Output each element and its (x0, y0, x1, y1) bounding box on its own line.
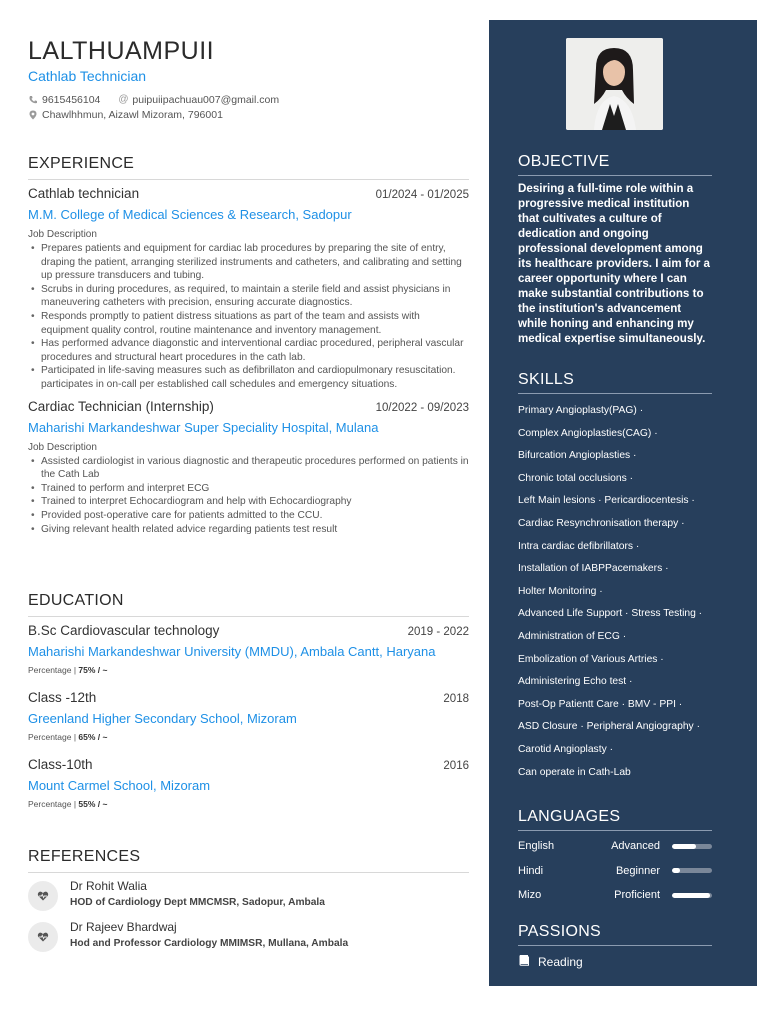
section-title-passions: PASSIONS (518, 923, 712, 946)
percentage-value: 75% / ~ (78, 665, 108, 675)
education-institution: Mount Carmel School, Mizoram (28, 778, 211, 793)
skills-section (518, 371, 712, 784)
bullet-item: • Scrubs in during procedures, as required, to maintain a sterile field and assist physicians in maneuvering catheters with precision, ensuring accurate diagnostics. (28, 283, 469, 310)
skill-item: Post-Op Patientt Care · BMV - PPI · (518, 698, 683, 710)
section-title-skills: SKILLS (518, 371, 712, 394)
sidebar (489, 20, 757, 986)
reference-name: Dr Rajeev Bhardwaj (70, 920, 177, 934)
bullet-item: • Giving relevant health related advice regarding patients test result (28, 523, 469, 537)
education-title: Class -12th (28, 690, 97, 705)
passions-section (518, 923, 712, 969)
email-address[interactable]: puipuiipachuau007@gmail.com (132, 94, 280, 106)
languages-section (518, 808, 712, 908)
language-level-fill (672, 844, 696, 849)
job-description-label: Job Description (28, 441, 97, 453)
education-meta: Percentage | 75% / ~ (28, 665, 108, 675)
language-level: Beginner (615, 864, 660, 877)
candidate-name: LALTHUAMPUII (28, 37, 215, 65)
language-level-bar (672, 868, 712, 873)
address: Chawlhhmun, Aizawl Mizoram, 796001 (42, 109, 223, 121)
reference-name: Dr Rohit Walia (70, 879, 147, 893)
percentage-value: 65% / ~ (78, 732, 108, 742)
language-level-bar (672, 893, 712, 898)
education-meta: Percentage | 65% / ~ (28, 732, 108, 742)
passion-item (518, 954, 712, 969)
skill-item: Advanced Life Support · Stress Testing · (518, 608, 703, 620)
skill-item: Chronic total occlusions · (518, 472, 634, 484)
reference-item (28, 879, 469, 911)
language-level: Advanced (611, 840, 660, 853)
location-pin-icon (28, 110, 38, 120)
job-description-label: Job Description (28, 229, 97, 240)
education-date: 2019 - 2022 (407, 626, 469, 638)
experience-section (28, 155, 469, 536)
job-organization: M.M. College of Medical Sciences & Research, Sadopur (28, 207, 352, 222)
bullet-item: • Provided post-operative care for patients admitted to the CCU. (28, 509, 469, 523)
email-icon: @ (118, 94, 129, 105)
education-institution: Maharishi Markandeshwar University (MMDU), Ambala Cantt, Haryana (28, 644, 436, 659)
percentage-value: 55% / ~ (78, 799, 108, 809)
contact-info (28, 93, 469, 122)
skills-list (518, 400, 712, 784)
education-item (28, 690, 469, 742)
candidate-role: Cathlab Technician (28, 68, 147, 84)
language-name: Mizo (518, 889, 542, 902)
bullet-item: • Assisted cardiologist in various diagnostic and therapeutic procedures performed on patients in the Cath Lab (28, 455, 469, 482)
book-icon (518, 954, 530, 969)
heart-pulse-icon (28, 881, 58, 911)
profile-photo (566, 38, 663, 130)
heart-pulse-icon (28, 922, 58, 952)
job-item (28, 399, 469, 537)
language-item (518, 883, 712, 908)
bullet-item: • Prepares patients and equipment for cardiac lab procedures by preparing the site of entry, draping the patient, arranging sterilized instruments and catheters, and calibrating and setting up pressure transducers and tubing. (28, 242, 469, 283)
bullet-item: • Trained to perform and interpret ECG (28, 482, 469, 496)
skill-item: Administration of ECG · (518, 630, 627, 642)
skill-item: Complex Angioplasties(CAG) · (518, 427, 658, 439)
phone-icon (28, 95, 38, 105)
job-item (28, 186, 469, 392)
skill-item: Installation of IABPPacemakers · (518, 563, 669, 575)
language-level-bar (672, 844, 712, 849)
section-title-education: EDUCATION (28, 592, 469, 617)
skill-item: Cardiac Resynchronisation therapy · (518, 517, 685, 529)
job-date: 01/2024 - 01/2025 (375, 189, 469, 201)
language-item (518, 834, 712, 859)
skill-item: Left Main lesions · Pericardiocentesis · (518, 495, 695, 507)
percentage-label: Percentage (28, 732, 72, 742)
section-title-references: REFERENCES (28, 848, 469, 873)
education-date: 2016 (443, 760, 469, 772)
percentage-label: Percentage (28, 665, 72, 675)
job-title: Cathlab technician (28, 186, 140, 201)
job-title: Cardiac Technician (Internship) (28, 398, 214, 414)
reference-description: HOD of Cardiology Dept MMCMSR, Sadopur, Ambala (70, 897, 325, 908)
job-date: 10/2022 - 09/2023 (375, 401, 469, 414)
language-level-fill (672, 893, 710, 898)
language-name: Hindi (518, 864, 544, 877)
section-title-experience: EXPERIENCE (28, 155, 469, 180)
skill-item: Carotid Angioplasty · (518, 743, 614, 755)
references-section (28, 848, 469, 952)
skill-item: Bifurcation Angioplasties · (518, 450, 637, 462)
job-bullets (28, 455, 469, 537)
education-item (28, 623, 469, 675)
education-title: Class-10th (28, 757, 93, 772)
language-level-fill (672, 868, 680, 873)
section-title-objective: OBJECTIVE (518, 153, 712, 176)
education-title: B.Sc Cardiovascular technology (28, 623, 220, 638)
skill-item: Holter Monitoring · (518, 585, 603, 597)
education-date: 2018 (443, 693, 469, 705)
section-title-languages: LANGUAGES (518, 808, 712, 831)
education-institution: Greenland Higher Secondary School, Mizoram (28, 711, 297, 726)
bullet-item: • Responds promptly to patient distress situations as part of the team and assists with equipment quality control, routine maintenance and inventory management. (28, 310, 469, 337)
skill-item: Intra cardiac defibrillators · (518, 540, 640, 552)
language-item (518, 859, 712, 884)
objective-text: Desiring a full-time role within a progressive medical institution that cultivates a culture of dedication and ongoing professional development among its healthcare providers. I aim for a career opportunity where I can make substantial contributions to the institution's advancement while honing and enhancing my medical expertise simultaneously. (518, 182, 711, 345)
reference-item (28, 920, 469, 952)
job-bullets (28, 242, 469, 392)
skill-item: Administering Echo test · (518, 676, 633, 688)
bullet-item: • Has performed advance diagonstic and interventional cardiac procedured, peripheral vascular procedures and structural heart procedures in the cath lab. (28, 337, 469, 364)
objective-section (518, 153, 712, 346)
main-column (28, 36, 469, 949)
passion-label: Reading (538, 954, 583, 969)
education-item (28, 757, 469, 809)
skill-item: Embolization of Various Artries · (518, 653, 664, 665)
skill-item: Primary Angioplasty(PAG) · (518, 405, 644, 416)
job-organization: Maharishi Markandeshwar Super Speciality Hospital, Mulana (28, 419, 379, 435)
percentage-label: Percentage (28, 799, 72, 809)
skill-item: ASD Closure · Peripheral Angiography · (518, 721, 701, 733)
bullet-item: • Participated in life-saving measures such as defibrillaton and cardiopulmonary resuscitation. participates in on-call per established call schedules and emergency situations. (28, 364, 469, 391)
language-level: Proficient (614, 889, 660, 902)
education-section (28, 592, 469, 809)
skill-item: Can operate in Cath-Lab (518, 766, 631, 778)
reference-description: Hod and Professor Cardiology MMIMSR, Mullana, Ambala (70, 938, 349, 949)
language-name: English (518, 840, 555, 853)
phone-number[interactable]: 9615456104 (42, 94, 101, 106)
education-meta: Percentage | 55% / ~ (28, 799, 108, 809)
bullet-item: • Trained to interpret Echocardiogram and help with Echocardiography (28, 495, 469, 509)
